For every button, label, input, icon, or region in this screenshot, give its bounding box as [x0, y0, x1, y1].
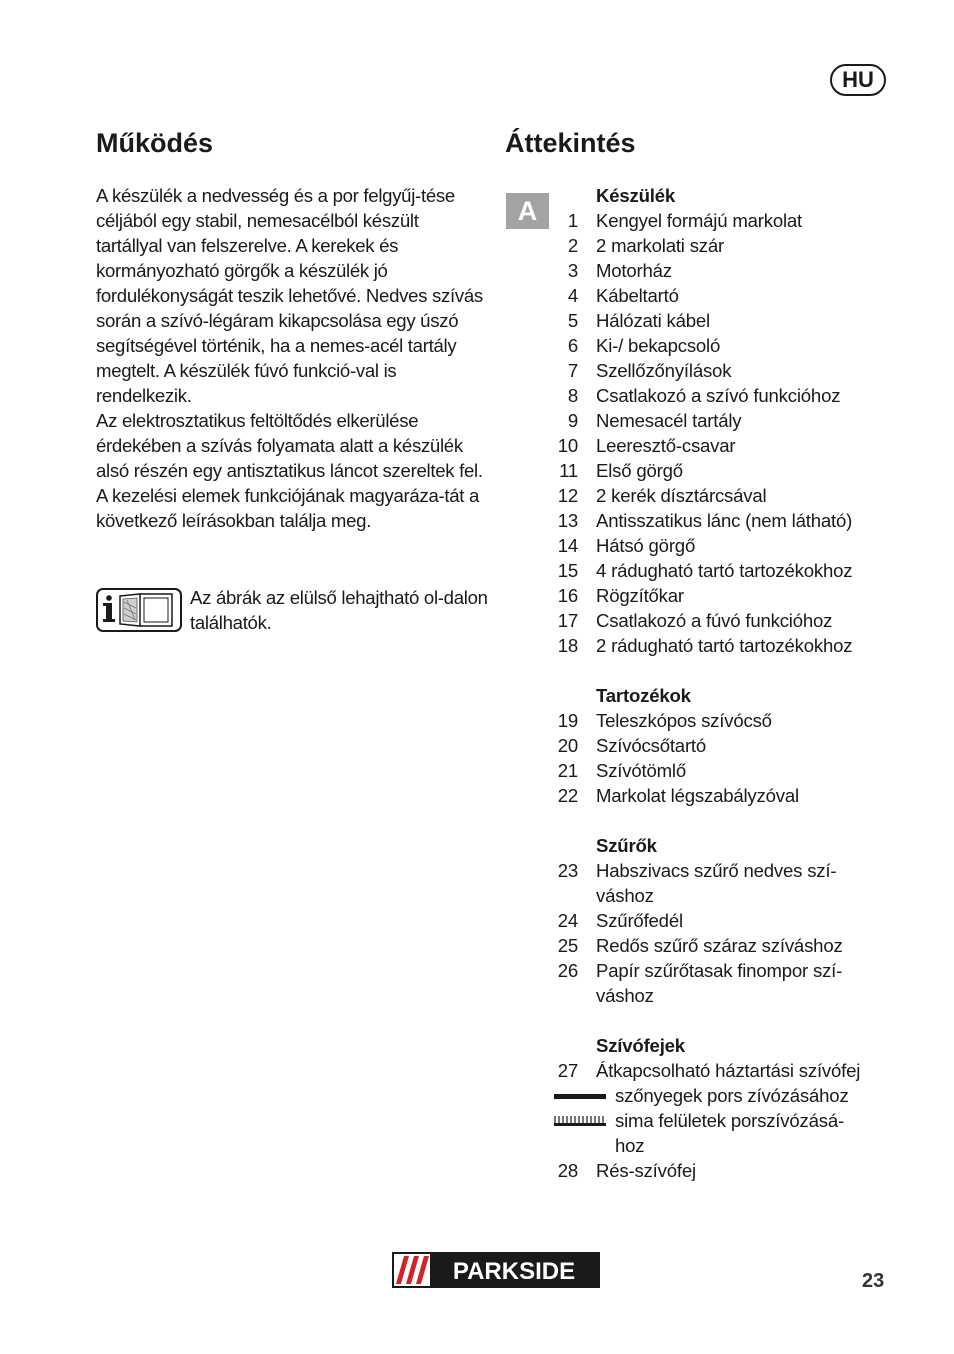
item-number: 23	[557, 860, 578, 881]
section-title-szivofejek: Szívófejek	[596, 1035, 685, 1056]
item-label: váshoz	[596, 885, 654, 906]
list-item	[540, 308, 940, 333]
item-number: 10	[557, 435, 578, 456]
brand-wordmark: PARKSIDE	[452, 1258, 576, 1285]
item-label: Papír szűrőtasak finompor szí-	[596, 960, 843, 981]
item-number: 17	[557, 610, 578, 631]
smooth-floor-mode-symbol	[554, 1115, 606, 1127]
item-label: Antisszatikus lánc (nem látható)	[596, 510, 853, 531]
item-number: 13	[557, 510, 578, 531]
list-item-continuation	[540, 983, 940, 1008]
item-number: 26	[557, 960, 578, 981]
item-number: 15	[557, 560, 578, 581]
item-number: 21	[557, 760, 578, 781]
list-item	[540, 283, 940, 308]
item-label: Hálózati kábel	[596, 310, 710, 331]
paragraph: A készülék a nedvesség és a por felgyűj-tése céljából egy stabil, nemesacélból készült tartállyal van felszerelve. A kerekek és kormányozható görgők a készülék jó fordulékonyságát teszik lehetővé. Nedves szívás során a szívó-légáram kikapcsolása egy úszó segítségével történik, ha a nemes-acél tartály megtelt. A készülék fúvó funkció-val is rendelkezik.	[96, 185, 483, 406]
list-item	[540, 583, 940, 608]
item-number: 7	[567, 360, 578, 381]
carpet-bar-icon	[554, 1091, 606, 1101]
page-number: 23	[862, 1270, 885, 1292]
list-item	[540, 533, 940, 558]
note-text: Az ábrák az elülső lehajtható ol-dalon találhatók.	[190, 587, 488, 633]
list-item	[540, 333, 940, 358]
item-label: váshoz	[596, 985, 654, 1006]
item-label: Redős szűrő száraz szíváshoz	[596, 935, 843, 956]
section-title-szurok: Szűrők	[596, 835, 657, 856]
item-label: Szívócsőtartó	[596, 735, 707, 756]
item-number: 6	[567, 335, 578, 356]
item-label: Teleszkópos szívócső	[596, 710, 772, 731]
list-item	[540, 858, 940, 883]
section-title-tartozekok: Tartozékok	[596, 685, 691, 706]
parts-list	[540, 183, 940, 1183]
item-number: 5	[567, 310, 578, 331]
item-label: Hátsó görgő	[596, 535, 696, 556]
list-item	[540, 1058, 940, 1083]
list-item	[540, 933, 940, 958]
list-item-continuation	[540, 883, 940, 908]
list-item	[540, 1158, 940, 1183]
item-label: Kengyel formájú markolat	[596, 210, 803, 231]
language-badge: HU	[830, 64, 886, 96]
item-label: Markolat légszabályzóval	[596, 785, 799, 806]
list-item	[540, 633, 940, 658]
item-number: 18	[557, 635, 578, 656]
item-label: 2 markolati szár	[596, 235, 725, 256]
sub-item-carpet	[540, 1083, 940, 1108]
item-number: 20	[557, 735, 578, 756]
list-item	[540, 383, 940, 408]
item-number: 11	[559, 460, 578, 481]
item-number: 3	[567, 260, 578, 281]
list-item	[540, 908, 940, 933]
item-label: Habszivacs szűrő nedves szí-	[596, 860, 837, 881]
sub-item-smooth	[540, 1108, 940, 1133]
item-label: 2 kerék dísztárcsával	[596, 485, 767, 506]
item-label: Csatlakozó a fúvó funkcióhoz	[596, 610, 833, 631]
item-number: 9	[567, 410, 578, 431]
list-item	[540, 708, 940, 733]
item-number: 22	[557, 785, 578, 806]
paragraph: Az elektrosztatikus feltöltődés elkerülése érdekében a szívás folyamata alatt a készülék alsó részén egy antisztatikus láncot szereltek fel.	[96, 410, 483, 481]
list-item	[540, 258, 940, 283]
list-item	[540, 408, 940, 433]
list-item	[540, 508, 940, 533]
section-title-keszulek: Készülék	[596, 185, 676, 206]
item-number: 14	[557, 535, 578, 556]
item-label: Motorház	[596, 260, 672, 281]
description-column	[96, 183, 488, 533]
item-label: Rögzítőkar	[596, 585, 684, 606]
item-number: 19	[557, 710, 578, 731]
item-label: 2 rádugható tartó tartozékokhoz	[596, 635, 853, 656]
list-item	[540, 608, 940, 633]
list-item	[540, 358, 940, 383]
item-label: Rés-szívófej	[596, 1160, 696, 1181]
item-label: Szűrőfedél	[596, 910, 683, 931]
item-number: 16	[557, 585, 578, 606]
item-label: Ki-/ bekapcsoló	[596, 335, 721, 356]
carpet-mode-symbol	[554, 1091, 606, 1101]
item-label: Nemesacél tartály	[596, 410, 742, 431]
list-item	[540, 783, 940, 808]
item-number: 1	[567, 210, 578, 231]
item-label: Csatlakozó a szívó funkcióhoz	[596, 385, 841, 406]
sub-item-label: szőnyegek pors zívózásához	[615, 1085, 849, 1106]
item-label: Átkapcsolható háztartási szívófej	[596, 1060, 861, 1081]
item-number: 2	[567, 235, 578, 256]
list-item	[540, 433, 940, 458]
item-label: Szellőzőnyílások	[596, 360, 732, 381]
item-label: Szívótömlő	[596, 760, 686, 781]
info-fold-out-icon	[96, 588, 182, 632]
item-number: 24	[557, 910, 578, 931]
list-item	[540, 958, 940, 983]
list-item	[540, 733, 940, 758]
item-label: 4 rádugható tartó tartozékokhoz	[596, 560, 853, 581]
sub-item-label: sima felületek porszívózásá-	[615, 1110, 844, 1131]
sub-item-continuation: hoz	[615, 1135, 645, 1156]
item-label: Első görgő	[596, 460, 683, 481]
item-number: 4	[567, 285, 578, 306]
list-item	[540, 458, 940, 483]
list-item	[540, 483, 940, 508]
item-number: 25	[557, 935, 578, 956]
brush-bristles-icon	[554, 1115, 606, 1127]
parkside-logo	[392, 1252, 600, 1288]
section-heading-mukodes: Működés	[96, 128, 214, 158]
item-label: Leeresztő-csavar	[596, 435, 736, 456]
item-number: 28	[557, 1160, 578, 1181]
item-number: 27	[557, 1060, 578, 1081]
figure-tag: A	[506, 193, 549, 229]
list-item	[540, 233, 940, 258]
list-item	[540, 558, 940, 583]
item-number: 8	[567, 385, 578, 406]
paragraph: A kezelési elemek funkciójának magyaráza-tát a következő leírásokban találja meg.	[96, 485, 480, 531]
item-label: Kábeltartó	[596, 285, 679, 306]
list-item	[540, 208, 940, 233]
list-item	[540, 758, 940, 783]
section-heading-attekintes: Áttekintés	[505, 128, 636, 158]
item-number: 12	[557, 485, 578, 506]
